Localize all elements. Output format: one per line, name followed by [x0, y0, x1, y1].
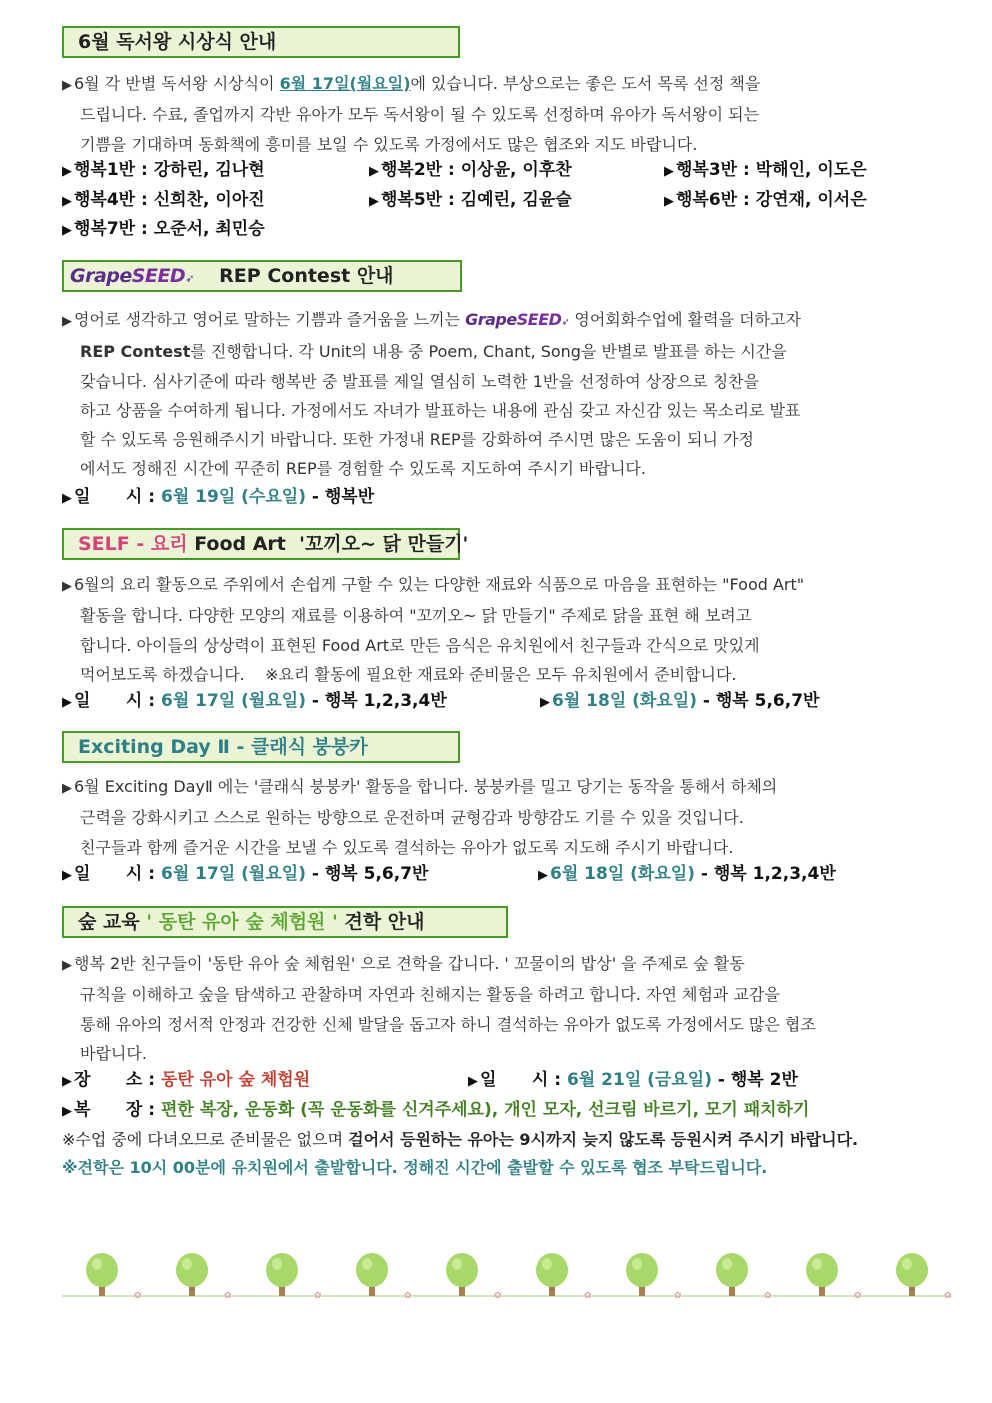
para-text: 에서도 정해진 시간에 꾸준히 REP를 경험할 수 있도록 지도하여 주시기 바랍니다.: [80, 459, 646, 479]
section-title-reading-award: [62, 26, 460, 58]
winner-item: 행복1반 : 강하린, 김나현: [74, 160, 265, 180]
section-title-text: 숲 교육: [78, 911, 147, 933]
food-art-date-row: ▶ 일 시 : 6월 17일 (월요일) - 행복 1,2,3,4반: [62, 691, 447, 711]
bullet-icon: ▶: [62, 579, 72, 594]
section-title-text: Exciting Day Ⅱ - 클래식 붕붕카: [78, 736, 368, 758]
bullet-icon: ▶: [369, 164, 379, 179]
rep-date-row: ▶ 일 시 : 6월 19일 (수요일) - 행복반: [62, 487, 375, 507]
bullet-icon: ▶: [369, 194, 379, 209]
winner-row-2b: [369, 186, 572, 216]
para-text: 하고 상품을 수여하게 됩니다. 가정에서도 자녀가 발표하는 내용에 관심 갖고 자신감 있는 목소리로 발표: [80, 400, 801, 420]
bullet-icon: ▶: [62, 194, 72, 209]
para-text: 통해 유아의 정서적 안정과 건강한 신체 발달을 돕고자 하니 결석하는 유아가 없도록 가정에서도 많은 협조: [80, 1014, 816, 1034]
para-text: 영어회화수업에 활력을 더하고자: [574, 310, 801, 329]
bullet-icon: ▶: [62, 1074, 72, 1089]
section-title-exciting-day: [62, 731, 460, 763]
forest-date-row: ▶ 일 시 : 6월 21일 (금요일) - 행복 2반: [468, 1070, 798, 1090]
exciting-day-date-row-2: ▶ 6월 18일 (화요일) - 행복 1,2,3,4반: [538, 864, 836, 884]
section-title-food-art: SELF - 요리 Food Art '꼬끼오~ 닭 만들기': [62, 528, 460, 560]
para-text: 기쁨을 기대하며 동화책에 흥미를 보일 수 있도록 가정에서도 많은 협조와 지도 바랍니다.: [80, 134, 698, 154]
para-text: 에 있습니다. 부상으로는 좋은 도서 목록 선정 책을: [410, 74, 761, 93]
food-art-date-row-2: ▶ 6월 18일 (화요일) - 행복 5,6,7반: [540, 691, 820, 711]
exciting-day-date-2: 6월 18일 (화요일): [550, 864, 695, 884]
food-art-paragraph: [62, 570, 932, 689]
rep-date: 6월 19일 (수요일): [161, 487, 306, 507]
para-text: 할 수 있도록 응원해주시기 바랍니다. 또한 가정내 REP를 강화하여 주시면 많은 도움이 되니 가정: [80, 430, 754, 450]
flower-icon: ✿: [584, 1291, 592, 1300]
award-date: 6월 17일(월요일): [279, 74, 411, 93]
forest-note-2: ※견학은 10시 00분에 유치원에서 출발합니다. 정해진 시간에 출발할 수 있도록 협조 부탁드립니다.: [62, 1158, 768, 1177]
flower-icon: ✿: [134, 1291, 142, 1300]
bullet-icon: ▶: [62, 491, 72, 506]
winner-row-2c: [664, 186, 867, 216]
bullet-icon: ▶: [62, 695, 72, 710]
flower-icon: ✿: [944, 1291, 952, 1300]
flower-icon: ✿: [674, 1291, 682, 1300]
forest-clothes-row: ▶ 복 장 : 편한 복장, 운동화 (꼭 운동화를 신겨주세요), 개인 모자, 선크림 바르기, 모기 패치하기: [62, 1100, 810, 1120]
bullet-icon: ▶: [540, 695, 550, 710]
tree-icon: [356, 1253, 388, 1296]
bullet-icon: ▶: [468, 1074, 478, 1089]
flower-icon: ✿: [494, 1291, 502, 1300]
grapeseed-logo: GrapeSEED➶: [465, 310, 570, 329]
flower-icon: ✿: [224, 1291, 232, 1300]
tree-icon: [266, 1253, 298, 1296]
forest-clothes: 편한 복장, 운동화 (꼭 운동화를 신겨주세요), 개인 모자, 선크림 바르기, 모기 패치하기: [161, 1100, 810, 1120]
tree-icon: [626, 1253, 658, 1296]
para-text: 6월 Exciting DayⅡ 에는 '클래식 붕붕카' 활동을 합니다. 붕붕카를 밀고 당기는 동작을 통해서 하체의: [74, 777, 778, 796]
section-title-forest-trip: 숲 교육 ' 동탄 유아 숲 체험원 ' 견학 안내: [62, 906, 508, 938]
food-art-date-1: 6월 17일 (월요일): [161, 691, 306, 711]
para-text: 드립니다. 수료, 졸업까지 각반 유아가 모두 독서왕이 될 수 있도록 선정하며 유아가 독서왕이 되는: [80, 105, 760, 125]
tree-icon: [86, 1253, 118, 1296]
bullet-icon: ▶: [62, 1104, 72, 1119]
para-text: 영어로 생각하고 영어로 말하는 기쁨과 즐거움을 느끼는: [74, 310, 461, 329]
para-text: 6월의 요리 활동으로 주위에서 손쉽게 구할 수 있는 다양한 재료와 식품으로 마음을 표현하는 "Food Art": [74, 575, 805, 594]
tree-icon: [536, 1253, 568, 1296]
para-text: 규칙을 이해하고 숲을 탐색하고 관찰하며 자연과 친해지는 활동을 하려고 합니다. 자연 체험과 교감을: [80, 985, 780, 1005]
bullet-icon: ▶: [62, 223, 72, 238]
bullet-icon: ▶: [62, 78, 72, 93]
forest-place-row: ▶ 장 소 : 동탄 유아 숲 체험원: [62, 1070, 311, 1090]
flower-icon: ✿: [854, 1291, 862, 1300]
winner-item: 행복6반 : 강연재, 이서은: [676, 190, 867, 210]
bullet-icon: ▶: [62, 314, 72, 329]
section-title-text: REP Contest 안내: [219, 265, 394, 287]
rep-contest-bold: REP Contest: [80, 342, 191, 362]
para-text: 근력을 강화시키고 스스로 원하는 방향으로 운전하며 균형감과 방향감도 기를 수 있을 것입니다.: [80, 808, 744, 828]
forest-place: 동탄 유아 숲 체험원: [161, 1070, 311, 1090]
bullet-icon: ▶: [62, 958, 72, 973]
reading-award-paragraph: [62, 69, 932, 159]
winner-item: 행복5반 : 김예린, 김윤슬: [381, 190, 572, 210]
bullet-icon: ▶: [664, 194, 674, 209]
para-text: 활동을 합니다. 다양한 모양의 재료를 이용하여 "꼬끼오~ 닭 만들기" 주제로 닭을 표현 해 보려고: [80, 606, 752, 626]
para-text: 합니다. 아이들의 상상력이 표현된 Food Art로 만든 음식은 유치원에서 친구들과 간식으로 맛있게: [80, 635, 760, 655]
flower-icon: ✿: [404, 1291, 412, 1300]
para-text: 6월 각 반별 독서왕 시상식이: [74, 74, 280, 93]
winner-row-3: [62, 215, 265, 245]
grapeseed-logo: GrapeSEED➶: [70, 265, 194, 287]
tree-border-decoration: [62, 1252, 952, 1300]
winner-row-1c: [664, 156, 867, 186]
food-art-date-2: 6월 18일 (화요일): [552, 691, 697, 711]
bullet-icon: ▶: [664, 164, 674, 179]
winner-item: 행복3반 : 박해인, 이도은: [676, 160, 867, 180]
section-title-text: 6월 독서왕 시상식 안내: [78, 31, 277, 53]
winner-row-1b: [369, 156, 572, 186]
para-text: 먹어보도록 하겠습니다. ※요리 활동에 필요한 재료와 준비물은 모두 유치원에서 준비합니다.: [80, 664, 737, 684]
winner-item: 행복2반 : 이상윤, 이후찬: [381, 160, 572, 180]
flower-icon: ✿: [314, 1291, 322, 1300]
tree-icon: [896, 1253, 928, 1296]
tree-icon: [446, 1253, 478, 1296]
exciting-day-paragraph: [62, 772, 932, 862]
winner-row-1: [62, 156, 265, 186]
exciting-day-date-row: ▶ 일 시 : 6월 17일 (월요일) - 행복 5,6,7반: [62, 864, 429, 884]
forest-note-1: ※수업 중에 다녀오므로 준비물은 없으며 걸어서 등원하는 유아는 9시까지 늦지 않도록 등원시켜 주시기 바랍니다.: [62, 1130, 859, 1149]
tree-icon: [806, 1253, 838, 1296]
para-text: 행복 2반 친구들이 '동탄 유아 숲 체험원' 으로 견학을 갑니다. ' 꼬물이의 밥상' 을 주제로 숲 활동: [74, 954, 745, 973]
winner-item: 행복7반 : 오준서, 최민승: [74, 219, 265, 239]
section-title-text: SELF - 요리: [78, 533, 188, 555]
tree-icon: [716, 1253, 748, 1296]
tree-icon: [176, 1253, 208, 1296]
forest-date: 6월 21일 (금요일): [567, 1070, 712, 1090]
para-text: 갖습니다. 심사기준에 따라 행복반 중 발표를 제일 열심히 노력한 1반을 선정하여 상장으로 칭찬을: [80, 371, 760, 391]
forest-trip-paragraph: [62, 949, 932, 1068]
rep-paragraph: ▶ 영어로 생각하고 영어로 말하는 기쁨과 즐거움을 느끼는 GrapeSEED➶ 영어회화수업에 활력을 더하고자 REP Contest를 진행합니다. 각 Unit의 내용 중 Poem, Chant, Song을 반별로 발표를 하는 시간을 갖습니다. 심사기준에 따라 행복반 중 발표를 제일 열심히 노력한 1반을 선정하여 상장으로 칭찬을 하고 상품을 수여하게 됩니다. 가정에서도 자녀가 발표하는 내용에 관심 갖고 자신감 있는 목소리로 발표 할 수 있도록 응원해주시기 바랍니다. 또한 가정내 REP를 강화하여 주시면 많은 도움이 되니 가정 에서도 정해진 시간에 꾸준히 REP를 경험할 수 있도록 지도하여 주시기 바랍니다.: [62, 305, 932, 484]
para-text: 바랍니다.: [80, 1043, 147, 1063]
para-text: 친구들과 함께 즐거운 시간을 보낼 수 있도록 결석하는 유아가 없도록 지도해 주시기 바랍니다.: [80, 837, 734, 857]
bullet-icon: ▶: [62, 868, 72, 883]
bullet-icon: ▶: [62, 164, 72, 179]
bullet-icon: ▶: [62, 781, 72, 796]
exciting-day-date-1: 6월 17일 (월요일): [161, 864, 306, 884]
winner-item: 행복4반 : 신희찬, 이아진: [74, 190, 265, 210]
winner-row-2: [62, 186, 265, 216]
section-title-rep-contest: [62, 260, 462, 292]
bullet-icon: ▶: [538, 868, 548, 883]
flower-icon: ✿: [764, 1291, 772, 1300]
